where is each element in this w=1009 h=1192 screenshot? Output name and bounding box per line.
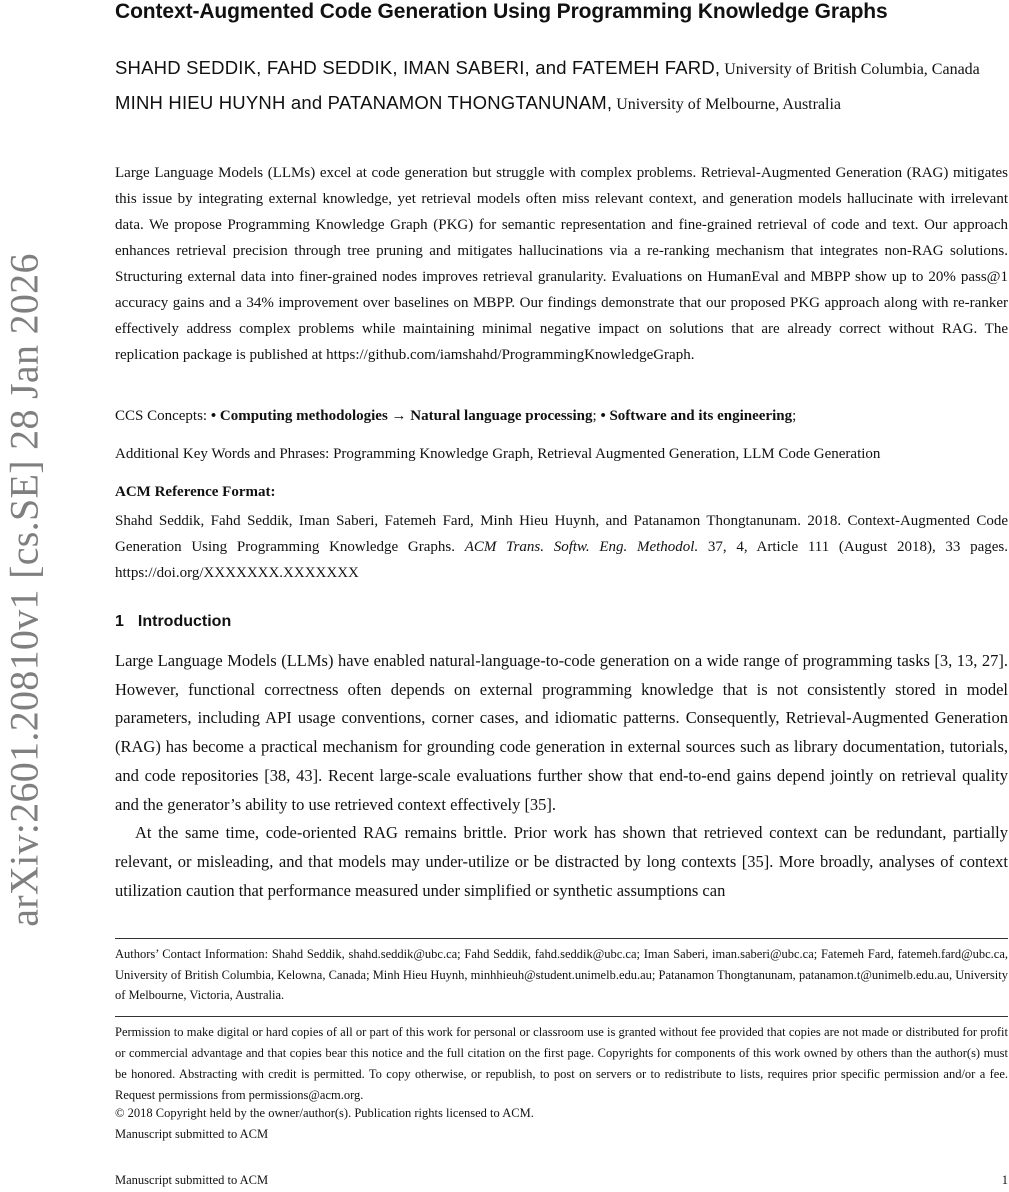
author-group-2 [115,86,1008,121]
author-names-2: MINH HIEU HUYNH and PATANAMON THONGTANUNAM, [115,92,613,113]
permission-divider [115,1016,1008,1017]
paragraph-1: Large Language Models (LLMs) have enabled natural-language-to-code generation on a wide range of programming tasks [3, 13, 27]. However, functional correctness often depends on external programming knowledge that is not consistently stored in model parameters, including API usage conventions, corner cases, and idiomatic patterns. Consequently, Retrieval-Augmented Generation (RAG) has become a practical mechanism for grounding code generation in external sources such as library documentation, tutorials, and code repositories [38, 43]. Recent large-scale evaluations further show that end-to-end gains depend jointly on retrieval quality and the generator’s ability to use retrieved context effectively [35]. [115,651,1008,814]
acm-reference-text [115,508,1008,586]
ccs-separator: ; [592,408,601,424]
body-text [115,647,1008,905]
author-block [115,51,1008,121]
acm-reference-after[interactable]: 37, 4, Article 111 (August 2018), 33 pages. https://doi.org/XXXXXXX.XXXXXXX [115,539,1008,581]
ccs-item-2[interactable]: • Software and its engineering [600,408,793,424]
acm-reference-before: Shahd Seddik, Fahd Seddik, Iman Saberi, Fatemeh Fard, Minh Hieu Huynh, and Patanamon Thongtanunam. 2018. Context-Augmented Code Generation Using Programming Knowledge Graphs. [115,513,1008,555]
author-contact-footnote: Authors’ Contact Information: Shahd Seddik, shahd.seddik@ubc.ca; Fahd Seddik, fahd.seddik@ubc.ca; Iman Saberi, iman.saberi@ubc.ca; Fatemeh Fard, fatemeh.fard@ubc.ca, University of British Columbia, Kelowna, Canada; Minh Hieu Huynh, minhhieuh@student.unimelb.edu.au; Patanamon Thongtanunam, patanamon.t@unimelb.edu.au, University of Melbourne, Victoria, Australia. [115,947,1008,1002]
paragraph-2: At the same time, code-oriented RAG remains brittle. Prior work has shown that retrieved context can be redundant, partially relevant, or misleading, and that models may under-utilize or be distracted by long contexts [35]. More broadly, analyses of context utilization caution that performance measured under simplified or synthetic assumptions can [115,823,1008,900]
footnote-divider [115,938,1008,939]
section-heading [115,613,231,631]
ccs-label: CCS Concepts: [115,408,211,424]
ccs-end: ; [792,408,797,424]
copyright-notice: © 2018 Copyright held by the owner/author(s). Publication rights licensed to ACM. [115,1106,534,1120]
author-affiliation-2: University of Melbourne, Australia [612,96,842,113]
acm-reference-journal: ACM Trans. Softw. Eng. Methodol. [464,539,699,555]
running-footer: Manuscript submitted to ACM [115,1173,269,1187]
arxiv-identifier[interactable]: arXiv:2601.20810v1 [cs.SE] 28 Jan 2026 [1,253,47,927]
author-group-1 [115,51,1008,86]
acm-reference-heading: ACM Reference Format: [115,484,276,500]
paper-title: Context-Augmented Code Generation Using Programming Knowledge Graphs [115,0,888,23]
manuscript-note: Manuscript submitted to ACM [115,1127,269,1141]
author-names-1: SHAHD SEDDIK, FAHD SEDDIK, IMAN SABERI, and FATEMEH FARD, [115,57,721,78]
section-title: Introduction [137,613,232,630]
page-number: 1 [1001,1173,1008,1187]
abstract: Large Language Models (LLMs) excel at code generation but struggle with complex problems. Retrieval-Augmented Generation (RAG) mitigates this issue by integrating external knowledge, yet retrieval models often miss relevant context, and generation models hallucinate with irrelevant data. We propose Programming Knowledge Graph (PKG) for semantic representation and fine-grained retrieval of code and text. Our approach enhances retrieval precision through tree pruning and mitigates hallucinations via a re-ranking mechanism that integrates non-RAG solutions. Structuring external data into finer-grained nodes improves retrieval granularity. Evaluations on HumanEval and MBPP show up to 20% pass@1 accuracy gains and a 34% improvement over baselines on MBPP. Our findings demonstrate that our proposed PKG approach along with re-ranker effectively address complex problems while maintaining minimal negative impact on solutions that are already correct without RAG. The replication package is published at https://github.com/iamshahd/ProgrammingKnowledgeGraph. [115,165,1008,363]
permission-notice: Permission to make digital or hard copies of all or part of this work for personal or classroom use is granted without fee provided that copies are not made or distributed for profit or commercial advantage and that copies bear this notice and the full citation on the first page. Copyrights for components of this work owned by others than the author(s) must be honored. Abstracting with credit is permitted. To copy otherwise, or republish, to post on servers or to redistribute to lists, requires prior specific permission and/or a fee. Request permissions from permissions@acm.org. [115,1025,1008,1102]
ccs-item-1[interactable]: • Computing methodologies → Natural language processing [210,408,593,424]
ccs-concepts [115,408,796,425]
section-number: 1 [115,613,124,630]
author-affiliation-1: University of British Columbia, Canada [720,61,980,78]
keywords: Additional Key Words and Phrases: Programming Knowledge Graph, Retrieval Augmented Generation, LLM Code Generation [115,446,881,462]
